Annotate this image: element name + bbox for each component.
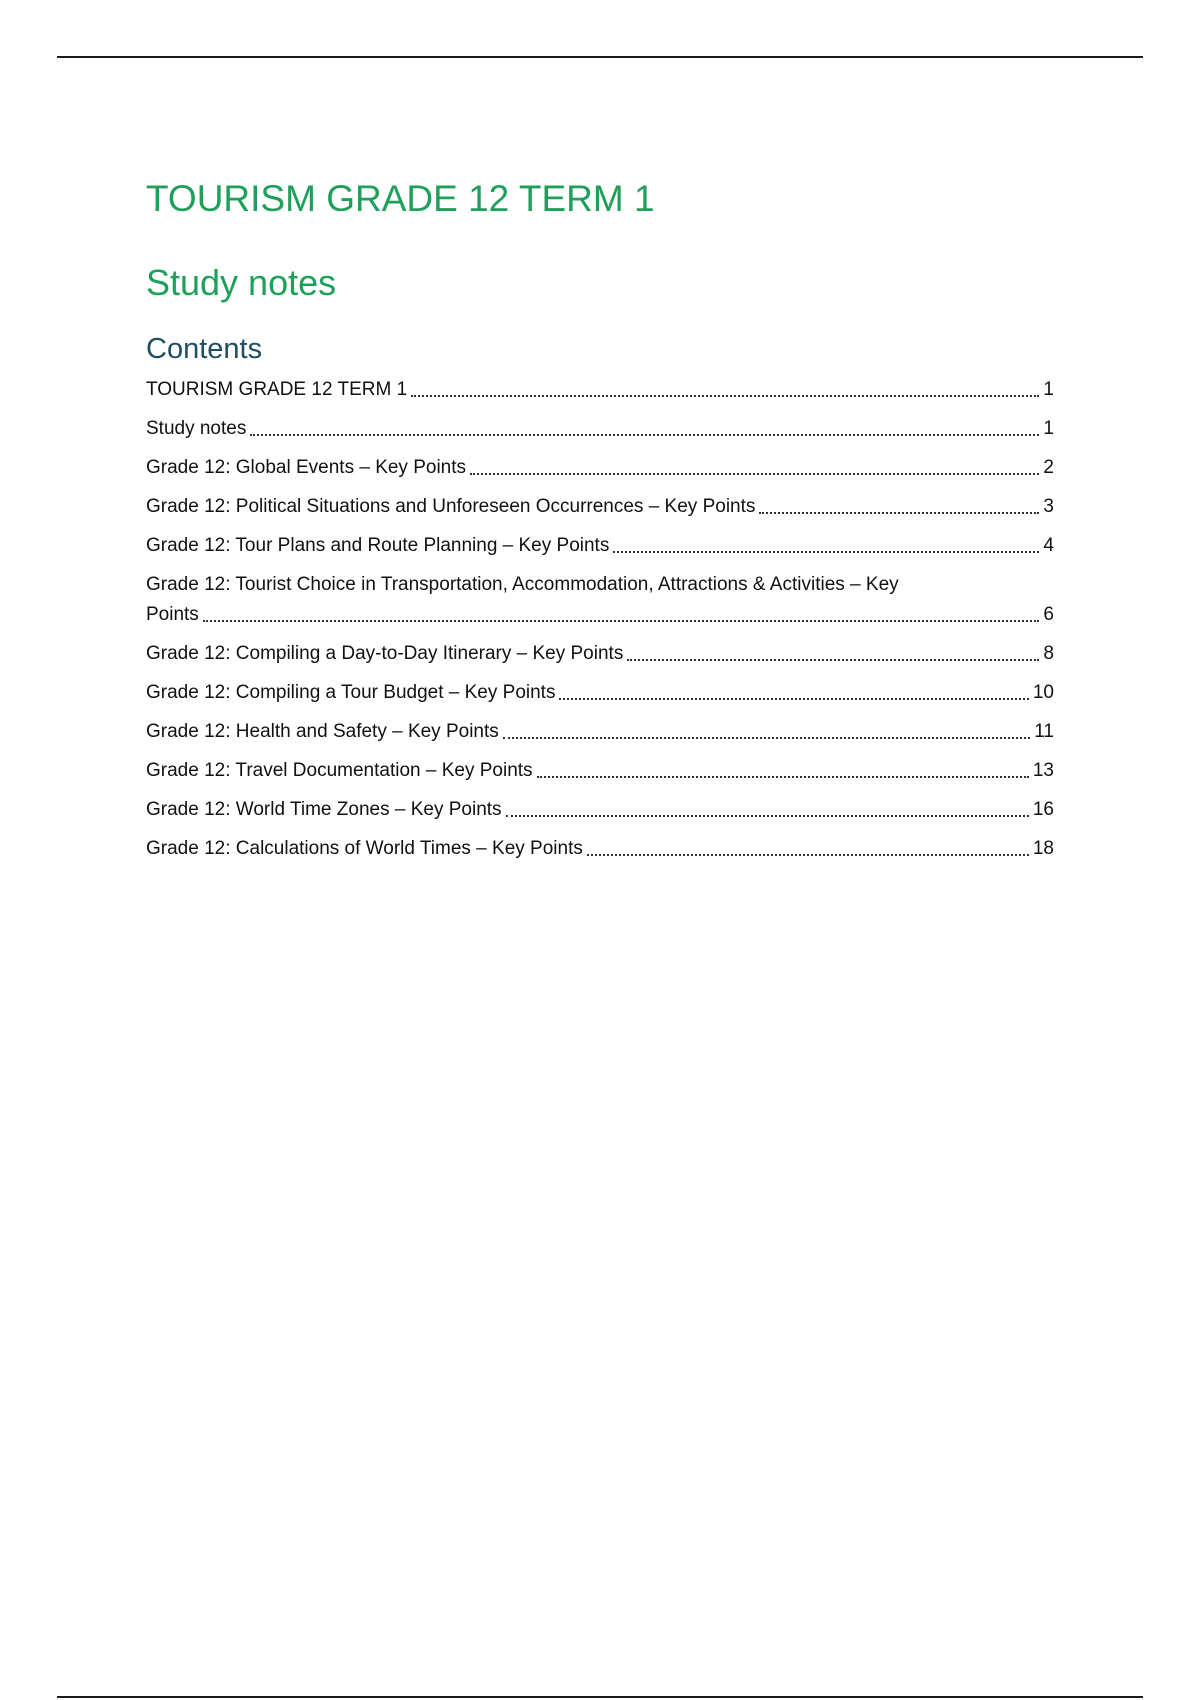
toc-entry[interactable] [146, 531, 1054, 561]
toc-entry-page: 2 [1043, 457, 1054, 478]
toc-entry-page: 1 [1043, 418, 1054, 439]
toc-entry-label: Grade 12: Tourist Choice in Transportation, Accommodation, Attractions & Activities – Key [146, 574, 899, 595]
page-bottom-rule [57, 1696, 1143, 1698]
toc-entry-continuation [146, 600, 1054, 630]
toc-entry-page: 16 [1032, 799, 1054, 820]
toc-entry-page: 10 [1032, 682, 1054, 703]
toc-entry[interactable] [146, 453, 1054, 483]
toc-entry-label: Grade 12: Political Situations and Unforeseen Occurrences – Key Points [146, 496, 756, 517]
toc-entry-label: TOURISM GRADE 12 TERM 1 [146, 379, 408, 400]
toc-entry-page: 11 [1034, 721, 1054, 742]
toc-entry-page: 13 [1032, 760, 1054, 781]
toc-entry[interactable] [146, 756, 1054, 786]
toc-heading: Contents [146, 333, 263, 365]
toc-entry[interactable] [146, 492, 1054, 522]
toc-entry[interactable] [146, 834, 1054, 864]
toc-leader-dots [537, 776, 1029, 778]
toc-entry-label: Grade 12: Calculations of World Times – Key Points [146, 838, 583, 859]
toc-entry-page: 4 [1043, 535, 1054, 556]
toc-entry-label: Grade 12: World Time Zones – Key Points [146, 799, 502, 820]
toc-entry-label-continued: Points [146, 604, 199, 625]
toc-entry-page: 3 [1043, 496, 1054, 517]
toc-leader-dots [411, 395, 1039, 397]
toc-entry[interactable] [146, 678, 1054, 708]
toc-leader-dots [587, 854, 1029, 856]
toc-leader-dots [559, 698, 1028, 700]
toc-entry-label: Grade 12: Tour Plans and Route Planning – Key Points [146, 535, 610, 556]
toc-leader-dots [503, 737, 1030, 739]
toc-entry[interactable] [146, 639, 1054, 669]
toc-entry[interactable] [146, 717, 1054, 747]
document-title: TOURISM GRADE 12 TERM 1 [146, 178, 655, 219]
toc-entry-label: Grade 12: Compiling a Tour Budget – Key Points [146, 682, 556, 703]
toc-entry-label: Grade 12: Compiling a Day-to-Day Itinerary – Key Points [146, 643, 624, 664]
toc-leader-dots [627, 659, 1039, 661]
toc-leader-dots [250, 434, 1039, 436]
toc-entry[interactable] [146, 795, 1054, 825]
toc-entry-page: 18 [1032, 838, 1054, 859]
toc-entry-label: Grade 12: Global Events – Key Points [146, 457, 467, 478]
toc-leader-dots [203, 620, 1040, 622]
table-of-contents [146, 375, 1054, 873]
toc-entry[interactable] [146, 570, 1054, 630]
toc-leader-dots [613, 551, 1039, 553]
page-top-rule [57, 56, 1143, 58]
toc-leader-dots [506, 815, 1029, 817]
toc-entry[interactable] [146, 414, 1054, 444]
document-subtitle: Study notes [146, 262, 337, 303]
toc-leader-dots [759, 512, 1039, 514]
toc-entry-page: 1 [1043, 379, 1054, 400]
toc-entry-page: 8 [1043, 643, 1054, 664]
toc-entry-label: Grade 12: Health and Safety – Key Points [146, 721, 499, 742]
toc-leader-dots [470, 473, 1039, 475]
toc-entry-label: Study notes [146, 418, 247, 439]
toc-entry-page: 6 [1043, 604, 1054, 625]
toc-entry[interactable] [146, 375, 1054, 405]
toc-entry-label: Grade 12: Travel Documentation – Key Points [146, 760, 533, 781]
